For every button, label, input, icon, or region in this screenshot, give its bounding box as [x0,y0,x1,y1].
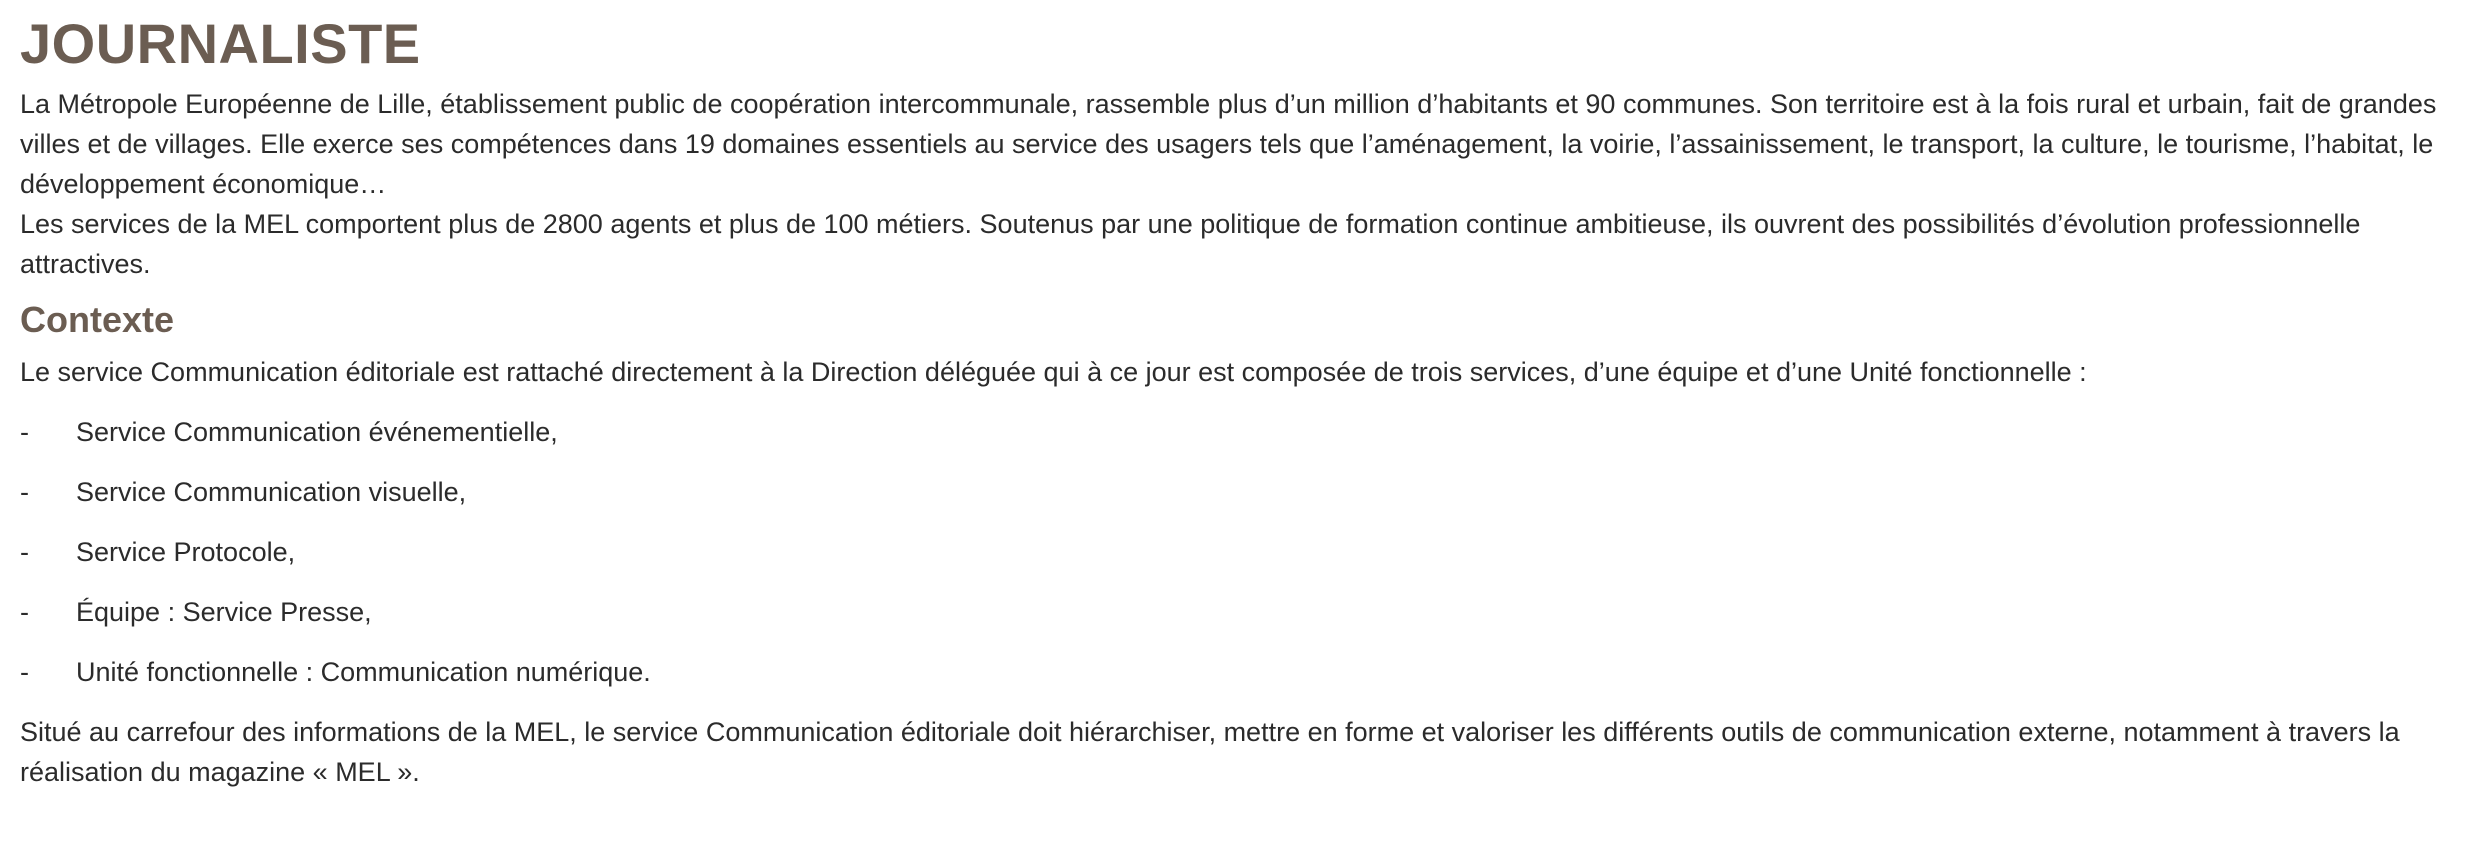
list-item [20,652,2480,712]
intro-paragraph-1: La Métropole Européenne de Lille, établissement public de coopération intercommunale, rassemble plus d’un million d’habitants et 90 communes. Son territoire est à la fois rural et urbain, fait de grandes villes et de villages. Elle exerce ses compétences dans 19 domaines essentiels au service des usagers tels que l’aménagement, la voirie, l’assainissement, le transport, la culture, le tourisme, l’habitat, le développement économique… [20,89,2437,199]
closing-paragraph: Situé au carrefour des informations de la MEL, le service Communication éditoriale doit hiérarchiser, mettre en forme et valoriser les différents outils de communication externe, notamment à travers la réalisation du magazine « MEL ». [20,717,2400,787]
list-bullet: - [20,417,29,447]
job-description [20,0,2480,792]
list-item [20,412,2480,472]
list-item [20,592,2480,652]
list-item-text: Service Communication événementielle, [76,417,558,447]
list-item-text: Service Communication visuelle, [76,477,467,507]
list-item-text: Service Protocole, [76,537,296,567]
list-bullet: - [20,477,29,507]
intro-paragraph-2: Les services de la MEL comportent plus de 2800 agents et plus de 100 métiers. Soutenus par une politique de formation continue ambitieuse, ils ouvrent des possibilités d’évolution professionnelle attractives. [20,209,2361,279]
list-bullet: - [20,657,29,687]
services-list [20,412,2480,712]
list-item [20,472,2480,532]
page-title: JOURNALISTE [20,12,421,75]
list-bullet: - [20,597,29,627]
list-item-text: Équipe : Service Presse, [76,597,372,627]
list-item [20,532,2480,592]
list-bullet: - [20,537,29,567]
context-intro: Le service Communication éditoriale est rattaché directement à la Direction déléguée qui à ce jour est composée de trois services, d’une équipe et d’une Unité fonctionnelle : [20,357,2087,387]
list-item-text: Unité fonctionnelle : Communication numérique. [76,657,651,687]
section-heading-contexte: Contexte [20,299,175,340]
